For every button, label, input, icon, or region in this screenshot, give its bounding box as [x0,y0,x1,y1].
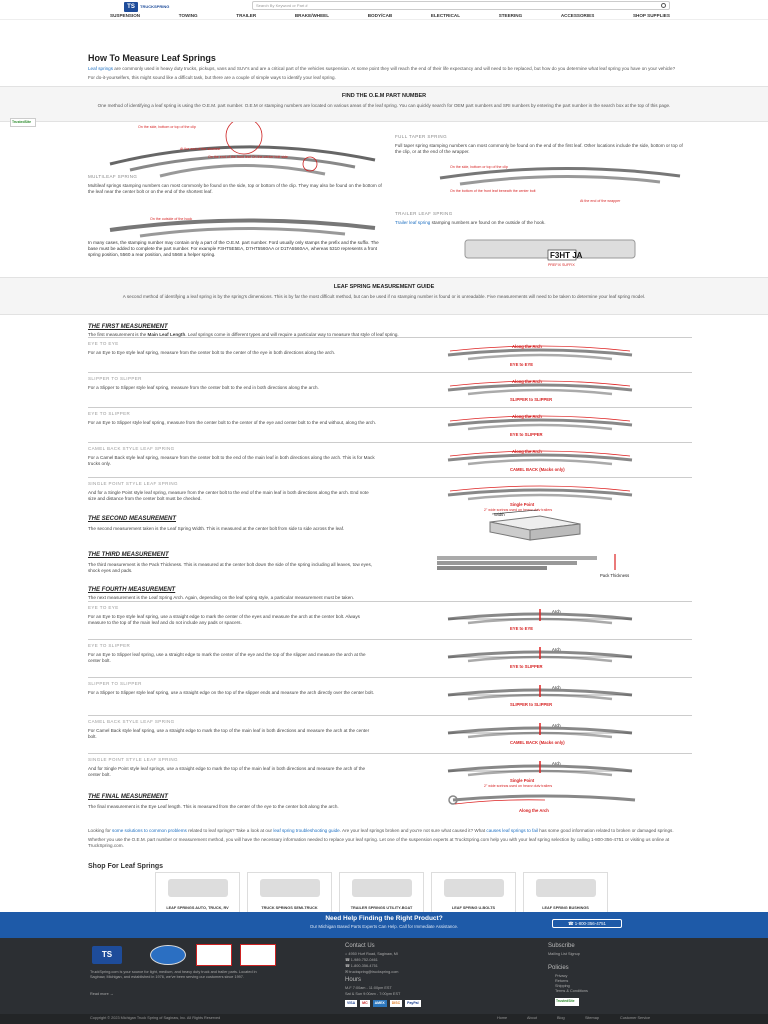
second-leaf [468,390,612,394]
row-text: For an Eye to Eye style leaf spring, use a straight edge to mark the center of the eyes and measure the arch at the center bolt. Always measure to the top of the main leaf and do not include any pads or spacers. [88,614,360,626]
multileaf-caption: MULTILEAF SPRING [88,174,138,179]
shop-card-label: TRAILER SPRINGS UTILITY-BOAT [350,905,413,910]
stamp-sub: PREFIX SUFFIX [548,263,575,267]
intro-paragraph [88,66,692,72]
read-more-link[interactable]: Read more → [90,992,114,996]
certified-badge-2 [240,944,276,966]
product-thumbnail [260,879,320,897]
row-divider [88,753,692,754]
full-taper-diagram [430,158,690,206]
first-spring-diagram [440,446,640,476]
width-label: Width [494,512,505,517]
pack-thickness-label: Pack Thickness [600,573,630,578]
search-input[interactable] [252,1,670,10]
spring-type-sublabel: 2" wide springs used on heavy duty trailers [484,784,553,787]
row-caption: CAMEL BACK STYLE LEAF SPRING [88,719,175,724]
intro-section [88,52,692,82]
fourth-intro: The next measurement is the Leaf Spring Arch. Again, depending on the leaf spring style, a particular measurement must be taken. [88,595,355,601]
spring-type-label: CAMEL BACK (Macks only) [510,467,565,472]
site-logo[interactable] [124,2,169,12]
row-caption: SLIPPER TO SLIPPER [88,681,142,686]
bottom-link-home[interactable]: Home [497,1016,508,1020]
subscribe-link[interactable]: Mailing List Signup [548,952,580,956]
partial-number-text: In many cases, the stamping number may contain only a part of the O.E.M. part number. Ford usually only stamps the prefix and the suffix. The base must be added to complete the part number. For example F3HT5E5EA, D7HT5560AA or D1TA5560AA, whereas 5310 represents a front spring position, 5560 a rear position, and 5568 a helper spring. [88,240,379,258]
first-spring-diagram [440,341,640,371]
main-nav [110,13,670,19]
first-spring-diagram [440,481,640,511]
shop-card[interactable] [339,872,424,914]
final-label: Along the Arch [519,808,549,813]
product-thumbnail [536,879,596,897]
closing-section [88,828,692,850]
guide-text: A second method of identifying a leaf spring is by the spring's dimensions. This is by far the most difficult method, but can be used if no stamping number is found or is unreadable. Five measurements will need to be taken to determine your leaf spring model. [122,294,646,300]
spring-type-label: EYE to EYE [510,626,534,631]
nav-suspension[interactable]: SUSPENSION [110,13,141,18]
first-measurement [88,323,692,338]
fourth-title: THE FOURTH MEASUREMENT [88,587,176,593]
policy-terms[interactable]: Terms & Conditions [555,989,588,993]
top-bar [0,0,768,20]
fourth-spring-diagram [440,605,640,635]
guide-band [0,277,768,315]
multileaf-text: Multileaf springs stamping numbers can most commonly be found on the side, top or bottom of the clip. They may also be found on the bottom of the leaf near the center bolt or on the end of the shortest leaf. [88,183,382,195]
first-title: THE FIRST MEASUREMENT [88,324,168,330]
footer-logo[interactable]: TS [92,946,122,964]
row-divider [88,372,692,373]
solutions-link[interactable]: some solutions to common problems [112,828,187,833]
stamp-diagram [460,232,640,272]
footer-bottom-bar [0,1014,768,1024]
final-text: The final measurement is the Eye Leaf length. This is measured from the center of the eye to the center bolt along the arch. [88,804,339,810]
full-taper-caption: FULL TAPER SPRING [395,134,447,139]
callout-bottom: On the end of the front leaf On the center bolt side [208,155,288,159]
footer-address: ⌂ 4950 Hurf Road, Saginaw, MI [345,952,398,956]
copyright: Copyright © 2023 Michigan Truck Spring of Saginaw, Inc. All Rights Reserved [90,1016,221,1020]
row-divider [88,601,692,602]
row-caption: SINGLE POINT STYLE LEAF SPRING [88,757,178,762]
visa-icon: VISA [347,1001,356,1005]
certified-badge [196,944,232,966]
guide-title: LEAF SPRING MEASUREMENT GUIDE [333,284,435,290]
footer [0,938,768,1024]
arch-label: Arch [552,723,561,728]
spring-type-label: SLIPPER to SLIPPER [510,397,553,402]
fourth-measurement [88,586,692,601]
arch-label: Along the Arch [512,414,542,419]
full-taper-text: Full taper spring stamping numbers can most commonly be found on the end of the first leaf. Other locations include the side, bottom or top of the clip, or at the end of the wrapper. [395,143,683,155]
row-text: For a Slipper to Slipper style leaf spring, measure from the center bolt to the end in both directions along the arch. [88,385,319,391]
troubleshooting-link[interactable]: leaf spring troubleshooting guide [273,828,340,833]
fourth-spring-diagram [440,719,640,749]
closing-p2: Whether you use the O.E.M. part number or measurement method, you will have the necessary information needed to replace your leaf spring. Let one of the suspension experts at TruckSpring.com help you with your leaf spring selection by calling 1-800-356-4751 or visiting us online at TruckSpring.com. [88,837,670,849]
product-thumbnail [352,879,412,897]
callout-outside: On the outside of the hook [150,217,193,221]
final-diagram [445,792,645,816]
arch-label: Arch [552,647,561,652]
third-measurement [88,551,388,574]
oem-band [0,86,768,122]
row-caption: EYE TO EYE [88,605,119,610]
cta-phone-button[interactable]: ☎ 1-800-356-4751 [552,919,622,928]
row-text: For an Eye to Slipper style leaf spring, measure from the center bolt to the center of the eye and center bolt to the end without, along the arch. [88,420,377,426]
spring-type-label: EYE to EYE [510,362,534,367]
search-placeholder: Search By Keyword or Part # [256,3,308,8]
full-taper-block [395,131,695,155]
trailer-caption: TRAILER LEAF SPRING [395,211,453,216]
hours-line1: M-F 7:00am - 11:00pm EST [345,986,392,990]
footer-email: ✉ truckspring@truckspring.com [345,970,399,974]
causes-link[interactable]: causes leaf springs to fail [486,828,538,833]
footer-phone2: ☎ 1-800-356-4751 [345,964,378,968]
second-leaf [468,355,612,359]
row-caption: EYE TO SLIPPER [88,411,131,416]
nav-shop-supplies[interactable]: SHOP SUPPLIES [632,13,670,18]
intro-text: are commonly used in heavy duty trucks, pickups, vans and SUV's and are a critical part of the vehicles suspension. At some point they will reach the end of their life expectancy and will need to be replaced, but how do you determine what leaf spring you have on your vehicle? [113,66,676,72]
multileaf-block [88,171,388,195]
row-text: And for a Single Point style leaf spring, measure from the center bolt to the end of the main leaf in both directions along the arch. End note size and distance from the center bolt must be checked. [88,490,369,502]
row-caption: SINGLE POINT STYLE LEAF SPRING [88,481,178,486]
mastercard-icon: MC [362,1001,368,1005]
second-measurement [88,515,388,532]
callout-clip: On the side, bottom or top of the clip [138,125,196,129]
footer-phone1: ☎ 1-989-752-0461 [345,958,378,962]
row-text: For a Camel Back style leaf spring, measure from the center bolt to the end of the main leaf in both directions along the arch. This is for Mack trucks only. [88,455,375,467]
shop-card-label: LEAF SPRING BUSHINGS [542,905,589,910]
shop-card[interactable] [247,872,332,914]
row-text: For a Slipper to Slipper style leaf spring, use a straight edge on the top of the slipper ends and measure the arch directly over the center bolt. [88,690,374,696]
shop-card-label: LEAF SPRING U-BOLTS [451,905,496,910]
contact-heading: Contact Us [345,943,375,949]
nav-body-cab[interactable]: BODY/CAB [367,13,393,18]
trusted-site-badge[interactable]: TrustedSite [10,118,36,127]
spring-type-label: Single Point [510,502,535,507]
logo-mark: TS [124,2,138,12]
shop-card-label: TRUCK SPRINGS SEMI-TRUCK [261,905,318,910]
hours-heading: Hours [345,977,362,983]
bottom-link-blog[interactable]: Blog [557,1016,565,1020]
bottom-link-sitemap[interactable]: Sitemap [585,1016,599,1020]
nav-electrical[interactable]: ELECTRICAL [430,13,461,18]
spring-type-sublabel: 2" wide springs used on heavy duty trailers [484,508,553,511]
row-divider [88,477,692,478]
nav-accessories[interactable]: ACCESSORIES [560,13,595,18]
cta-sub: Our Michigan Based Parts Experts Can Help. Call for Immediate Assistance. [309,924,459,929]
spring-type-label: EYE to SLIPPER [510,664,543,669]
stamp-number: F3HT JA [550,251,583,260]
third-text: The third measurement is the Pack Thickness. This is measured at the center bolt down the side of the spring including all leaves, tow eyes, shock eyes and pads. [88,562,373,574]
closing-p1: Looking for some solutions to common problems related to leaf springs? Take a look at our leaf spring troubleshooting guide. Are your leaf springs broken and you're not sure what caused it? What causes leaf springs to fail has some good information related to broken or damaged springs. [88,828,674,833]
row-text: And for Single Point style leaf springs, use a straight edge to mark the top of the main leaf in both directions and measure the arch of the center bolt. [88,766,366,778]
arch-label: Arch [552,685,561,690]
spring-type-label: Single Point [510,778,535,783]
intro-paragraph-2: For do-it-yourselfers, this might sound like a difficult task, but there are a couple of simple ways to identify your leaf spring. [88,75,336,81]
shop-card[interactable] [155,872,240,914]
row-text: For an Eye to Slipper leaf spring, use a straight edge to mark the center of the eye and the top of the slipper and measure the arch at the center bolt. [88,652,366,664]
row-caption: EYE TO SLIPPER [88,643,131,648]
phone-icon: ☎ [345,964,351,968]
fourth-spring-diagram [440,757,640,787]
arch-label: Along the Arch [512,379,542,384]
logo-text: TRUCKSPRING [140,4,170,9]
search-icon[interactable] [661,3,666,8]
product-thumbnail [444,879,504,897]
footer-about: TruckSpring.com is your source for light, medium, and heavy duty truck and trailer parts. Located in Saginaw, Michigan, and established in 1976, we've been serving our customers since 1997. [90,970,257,980]
shop-card-label: LEAF SPRINGS AUTO, TRUCK, RV [166,905,229,910]
trusted-site-footer-badge[interactable]: TrustedSite [555,998,579,1006]
row-caption: EYE TO EYE [88,341,119,346]
row-divider [88,442,692,443]
row-divider [88,677,692,678]
row-divider [88,639,692,640]
trailer-block [395,208,695,226]
bottom-link-about[interactable]: About [527,1016,537,1020]
spring-type-label: SLIPPER to SLIPPER [510,702,553,707]
width-diagram [480,508,600,544]
policies-heading: Policies [548,965,569,971]
row-divider [88,337,692,338]
shop-title: Shop For Leaf Springs [88,863,164,870]
oem-title: FIND THE O.E.M PART NUMBER [341,93,427,99]
fourth-spring-diagram [440,681,640,711]
pack-thickness-diagram [435,550,645,580]
paypal-icon: PayPal [407,1001,419,1005]
amex-icon: AMEX [374,1001,385,1005]
discover-icon: DISC [391,1001,401,1005]
trailer-spring-link[interactable]: Trailer leaf spring [395,220,431,226]
first-spring-diagram [440,411,640,441]
page-title: How To Measure Leaf Springs [88,53,216,63]
payment-icons [345,1000,421,1007]
arch-label: Along the Arch [512,449,542,454]
arch-label: Arch [552,609,561,614]
policy-shipping[interactable]: Shipping [555,984,570,988]
final-measurement [88,793,388,810]
second-leaf [468,460,612,464]
cta-title: Need Help Finding the Right Product? [325,915,443,922]
phone-icon: ☎ [568,921,575,926]
shop-card[interactable] [431,872,516,914]
policy-privacy[interactable]: Privacy [555,974,568,978]
callout-ft1: On the side, bottom or top of the clip [450,165,508,169]
first-intro: The first measurement is the Main Leaf Length. Leaf springs come in different types and will require a particular way to measure that style of leaf spring. [88,332,399,338]
hours-line2: Sat & Sun 9:00am - 7:00pm EST [345,992,401,996]
second-title: THE SECOND MEASUREMENT [88,516,177,522]
shop-card[interactable] [523,872,608,914]
row-caption: CAMEL BACK STYLE LEAF SPRING [88,446,175,451]
second-leaf [468,425,612,429]
subscribe-heading: Subscribe [548,943,575,949]
fourth-spring-diagram [440,643,640,673]
product-thumbnail [168,879,228,897]
spring-type-label: EYE to SLIPPER [510,432,543,437]
callout-ft2: On the bottom of the front leaf beneath the center bolt [450,189,536,193]
first-spring-diagram [440,376,640,406]
cta-band [0,912,768,938]
mail-icon: ✉ [345,970,350,974]
nav-brake-wheel[interactable]: BRAKE/WHEEL [294,13,330,18]
row-divider [88,715,692,716]
map-pin-icon: ⌂ [345,952,349,956]
callout-ft3: At the end of the wrapper [580,199,621,203]
second-leaf [468,495,612,499]
nav-towing[interactable]: TOWING [178,13,198,18]
arch-label: Along the Arch [512,344,542,349]
spring-type-label: CAMEL BACK (Macks only) [510,740,565,745]
row-divider [88,407,692,408]
final-title: THE FINAL MEASUREMENT [88,794,168,800]
row-text: For an Eye to Eye style leaf spring, measure from the center bolt to the center of the eye in both directions along the arch. [88,350,336,356]
award-badge [150,945,186,965]
nav-trailer[interactable]: TRAILER [236,13,257,18]
callout-end: At the end of the shortest [180,147,221,151]
leaf-springs-link[interactable]: Leaf springs [88,66,114,72]
row-caption: SLIPPER TO SLIPPER [88,376,142,381]
row-text: For Camel Back style leaf spring, use a straight edge to mark the top of the main leaf in both directions and measure the arch at the center bolt. [88,728,370,740]
trailer-text: stamping numbers are found on the outside of the hook. [430,220,546,226]
phone-icon: ☎ [345,958,351,962]
oem-text: One method of identifying a leaf spring is using the O.E.M. part number. O.E.M or stamping numbers are located on various areas of the leaf spring. You can quickly search for OEM part numbers and SRI numbers by entering the part number in the search box at the top of this page. [97,103,671,109]
policy-returns[interactable]: Returns [555,979,569,983]
nav-steering[interactable]: STEERING [498,13,523,18]
second-text: The second measurement taken is the Leaf Spring Width. This is measured at the center bolt from side to side across the leaf. [88,526,345,532]
third-title: THE THIRD MEASUREMENT [88,552,169,558]
bottom-link-customer-service[interactable]: Customer Service [620,1016,651,1020]
arch-label: Arch [552,761,561,766]
